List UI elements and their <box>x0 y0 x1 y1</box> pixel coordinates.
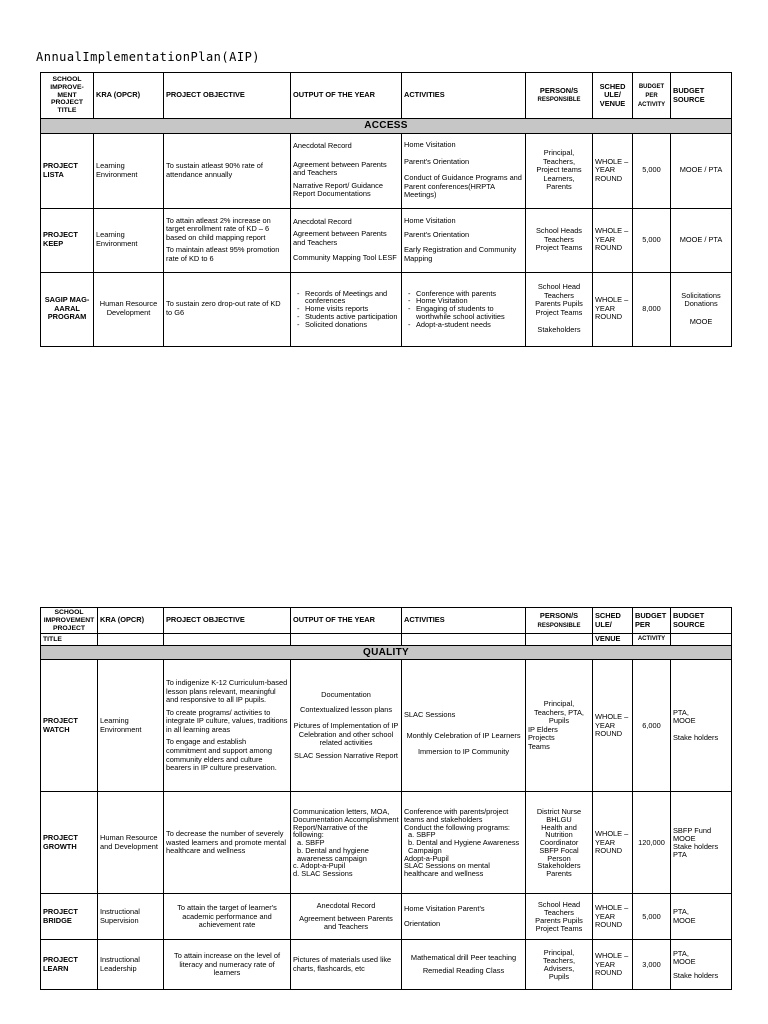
source-item: MOOE <box>673 915 696 925</box>
objective-item: To create programs/ activities to integrate IP culture, values, traditions in all learning areas <box>166 707 288 734</box>
activity-item: - Home Visitation <box>408 297 523 305</box>
header-project-title <box>41 73 94 119</box>
section-row-access <box>41 119 732 134</box>
source-item: SBFP Fund <box>673 826 712 836</box>
activity-item: SLAC Sessions <box>404 710 456 720</box>
output-item: SLAC Session Narrative Report <box>294 750 398 760</box>
output-item: - Students active participation <box>297 313 399 321</box>
person-item: District Nurse <box>536 807 582 816</box>
header-budget-per: BUDGET PER <box>633 608 671 634</box>
person-item: Nutrition <box>545 830 573 840</box>
source-item: PTA <box>673 849 687 859</box>
person-item: Teachers, <box>542 156 576 166</box>
table-row <box>41 272 732 346</box>
header-line: MENT <box>57 91 77 99</box>
source-cell <box>671 660 732 792</box>
header-activities: ACTIVITIES <box>402 608 526 634</box>
table-row <box>41 792 732 894</box>
kra-cell: Learning Environment <box>98 660 164 792</box>
person-item: School Heads <box>535 226 582 236</box>
schedule-cell: WHOLE – YEAR ROUND <box>593 208 633 272</box>
person-item: Coordinator <box>539 838 579 848</box>
table-row <box>41 660 732 792</box>
activity-item: Adopt-a-Pupil <box>404 853 449 863</box>
persons-cell <box>526 133 593 208</box>
objective-cell: To sustain zero drop-out rate of KD to G6 <box>164 272 291 346</box>
header-schedule: SCHED ULE/ <box>593 608 633 634</box>
output-cell <box>291 894 402 940</box>
output-item: Anecdotal Record <box>316 901 376 911</box>
person-item: Principal, <box>543 948 575 958</box>
empty-cell <box>98 634 164 646</box>
activity-item: - Conference with parents <box>408 290 523 298</box>
output-cell <box>291 208 402 272</box>
header-persons <box>526 73 593 119</box>
activity-item: Immersion to IP Community <box>417 747 510 757</box>
person-item: Health and <box>541 822 577 832</box>
activity-item: Early Registration and Community Mapping <box>404 245 517 263</box>
activity-item: Parent's Orientation <box>404 230 470 240</box>
source-item: Solicitations <box>681 290 721 300</box>
header-schedule-label: SCHED ULE/ <box>599 81 626 100</box>
header-row <box>41 608 732 634</box>
persons-cell <box>526 272 593 346</box>
source-cell: MOOE / PTA <box>671 133 732 208</box>
empty-cell <box>291 634 402 646</box>
section-label-access: ACCESS <box>41 119 732 134</box>
objective-item: To maintain atleast 95% promotion rate of KD to 6 <box>166 245 280 263</box>
project-title: PROJECT LISTA <box>41 133 94 208</box>
header-kra: KRA (OPCR) <box>94 73 164 119</box>
persons-cell <box>526 940 593 990</box>
person-item: Teams <box>528 741 550 751</box>
schedule-cell: WHOLE – YEAR ROUND <box>593 894 633 940</box>
activity-item: Mathematical drill Peer teaching <box>410 953 517 963</box>
budget-cell: 120,000 <box>633 792 671 894</box>
activity-item: b. Dental and Hygiene Awareness Campaign <box>408 838 520 855</box>
header-activity: ACTIVITY <box>633 634 671 646</box>
activity-item: Remedial Reading Class <box>422 965 505 975</box>
person-item: IP Elders <box>528 724 558 734</box>
table-row <box>41 133 732 208</box>
person-item: Learners, <box>543 173 575 183</box>
header-budget-per-label: BUDGET PER <box>638 84 665 100</box>
activities-cell <box>402 660 526 792</box>
output-item: Pictures of Implementation of IP Celebration and other school related activities <box>293 721 399 748</box>
person-item: Teachers, PTA, <box>534 707 584 717</box>
source-cell <box>671 272 732 346</box>
objective-cell: To sustain atleast 90% rate of attendance annually <box>164 133 291 208</box>
person-item: Project Teams <box>535 308 583 317</box>
output-item: Documentation <box>321 690 371 700</box>
source-item: MOOE <box>673 716 696 726</box>
activities-cell <box>402 894 526 940</box>
schedule-cell: WHOLE – YEAR ROUND <box>593 792 633 894</box>
header-venue: VENUE <box>593 634 633 646</box>
output-item: b. Dental and hygiene awareness campaign <box>297 845 369 863</box>
persons-cell <box>526 208 593 272</box>
empty-cell <box>164 634 291 646</box>
persons-cell <box>526 894 593 940</box>
output-item: Community Mapping Tool LESF <box>293 252 397 262</box>
output-item: d. SLAC Sessions <box>293 869 353 879</box>
header-line: PROJECT <box>52 624 86 632</box>
source-cell <box>671 792 732 894</box>
objective-item: To indigenize K-12 Curriculum-based lesson plans relevant, meaningful and responsive to all IP pupils. <box>166 678 288 705</box>
project-title: SAGIP MAG-AARAL PROGRAM <box>41 272 94 346</box>
activity-item: Conduct the following programs: <box>404 822 510 832</box>
header-persons-label: PERSON/S <box>539 611 579 621</box>
person-item: Advisers, <box>543 963 575 973</box>
output-item: c. Adopt-a-Pupil <box>293 861 346 871</box>
header-line: SCHOOL <box>54 609 84 616</box>
table-row <box>41 940 732 990</box>
budget-cell: 5,000 <box>633 208 671 272</box>
person-item: Stakeholders <box>537 325 581 335</box>
header-budget-per <box>633 73 671 119</box>
person-item: Project Teams <box>535 923 583 933</box>
output-item: - Records of Meetings and conferences <box>297 290 399 306</box>
output-cell <box>291 272 402 346</box>
person-item: Parents Pupils <box>535 915 583 925</box>
output-cell <box>291 660 402 792</box>
activity-item: Home Visitation <box>404 215 456 225</box>
activities-cell <box>402 133 526 208</box>
person-item: School Head <box>537 282 581 292</box>
kra-cell: Learning Environment <box>94 133 164 208</box>
person-item: Teachers <box>544 290 574 300</box>
aip-table-access <box>40 72 732 347</box>
person-item: Teachers <box>544 234 574 244</box>
output-item: - Solicited donations <box>297 321 399 329</box>
header-persons <box>526 608 593 634</box>
empty-cell <box>402 634 526 646</box>
source-item: Donations <box>684 299 718 309</box>
person-item: Person <box>547 853 571 863</box>
activity-item: SLAC Sessions on mental healthcare and wellness <box>404 861 490 879</box>
output-item: a. SBFP <box>297 838 325 848</box>
header-line: TITLE <box>57 107 77 115</box>
header-subrow <box>41 634 732 646</box>
objective-item: To engage and establish commitment and support among community elders and culture bearers in IP culture preservation. <box>166 737 277 773</box>
person-item: Project teams <box>536 165 582 175</box>
kra-cell: Instructional Leadership <box>98 940 164 990</box>
header-venue-label: VENUE <box>599 98 626 108</box>
person-item: School Head <box>537 900 581 910</box>
objective-item: To attain atleast 2% increase on target enrollment rate of KD – 6 based on child mapping report <box>166 215 271 242</box>
schedule-cell: WHOLE – YEAR ROUND <box>593 660 633 792</box>
person-item: BHLGU <box>546 814 572 824</box>
source-item: MOOE <box>673 834 696 844</box>
source-item: Stake holders <box>673 841 719 851</box>
schedule-cell: WHOLE – YEAR ROUND <box>593 940 633 990</box>
header-output: OUTPUT OF THE YEAR <box>291 608 402 634</box>
objective-cell <box>164 660 291 792</box>
budget-cell: 6,000 <box>633 660 671 792</box>
schedule-cell: WHOLE – YEAR ROUND <box>593 272 633 346</box>
activity-item: Home Visitation Parent's <box>404 904 485 914</box>
source-item: Stake holders <box>673 970 719 980</box>
objective-cell: To attain increase on the level of literacy and numeracy rate of learners <box>164 940 291 990</box>
activity-item: - Adopt-a-student needs <box>408 321 523 329</box>
activities-cell <box>402 792 526 894</box>
section-row-quality <box>41 645 732 660</box>
objective-cell: To decrease the number of severely wasted learners and promote mental healthcare and wellness <box>164 792 291 894</box>
activity-item: Home Visitation <box>404 140 456 150</box>
output-item: Anecdotal Record <box>293 141 352 151</box>
project-title: PROJECT LEARN <box>41 940 98 990</box>
output-item: Anecdotal Record <box>293 216 352 226</box>
document-title: AnnualImplementationPlan(AIP) <box>36 50 261 64</box>
kra-cell: Instructional Supervision <box>98 894 164 940</box>
source-cell <box>671 894 732 940</box>
person-item: Teachers, <box>542 956 576 966</box>
activities-cell <box>402 940 526 990</box>
budget-cell: 3,000 <box>633 940 671 990</box>
header-budget-source: BUDGET SOURCE <box>671 608 732 634</box>
person-item: Parents <box>546 182 572 192</box>
activities-cell <box>402 272 526 346</box>
source-item: MOOE <box>673 957 696 967</box>
activity-item: Monthly Celebration of IP Learners <box>406 730 521 740</box>
person-item: Principal, <box>543 699 575 709</box>
header-budget-source: BUDGET SOURCE <box>671 73 732 119</box>
header-line: PROJECT <box>50 99 84 107</box>
header-persons-label: PERSON/S <box>539 85 579 95</box>
output-item: Narrative Report/ Guidance Report Documentations <box>293 180 383 199</box>
source-item: PTA, <box>673 907 689 917</box>
header-output: OUTPUT OF THE YEAR <box>291 73 402 119</box>
table-row <box>41 208 732 272</box>
empty-cell <box>526 634 593 646</box>
kra-cell: Human Resource and Development <box>98 792 164 894</box>
table-row <box>41 894 732 940</box>
source-item: PTA, <box>673 707 689 717</box>
project-title: PROJECT GROWTH <box>41 792 98 894</box>
person-item: Parents <box>546 869 572 879</box>
header-schedule <box>593 73 633 119</box>
empty-cell <box>671 634 732 646</box>
source-cell: MOOE / PTA <box>671 208 732 272</box>
activity-item: Orientation <box>404 918 441 928</box>
project-title: PROJECT WATCH <box>41 660 98 792</box>
person-item: Pupils <box>548 971 570 981</box>
objective-cell: To attain the target of learner's academic performance and achievement rate <box>164 894 291 940</box>
persons-cell <box>526 792 593 894</box>
schedule-cell: WHOLE – YEAR ROUND <box>593 133 633 208</box>
budget-cell: 8,000 <box>633 272 671 346</box>
budget-cell: 5,000 <box>633 133 671 208</box>
person-item: Projects <box>528 733 555 743</box>
header-objective: PROJECT OBJECTIVE <box>164 73 291 119</box>
output-item: - Home visits reports <box>297 305 399 313</box>
person-item: Principal, <box>543 148 575 158</box>
output-cell <box>291 133 402 208</box>
activities-cell <box>402 208 526 272</box>
person-item: SBFP Focal <box>539 845 579 855</box>
person-item: Parents Pupils <box>535 299 583 309</box>
header-objective: PROJECT OBJECTIVE <box>164 608 291 634</box>
header-kra: KRA (OPCR) <box>98 608 164 634</box>
header-budget-activity-label: ACTIVITY <box>637 101 666 108</box>
persons-cell <box>526 660 593 792</box>
header-row <box>41 73 732 119</box>
kra-cell: Learning Environment <box>94 208 164 272</box>
kra-cell: Human Resource Development <box>94 272 164 346</box>
source-item: PTA, <box>673 949 689 959</box>
activity-item: - Engaging of students to worthwhile school activities <box>408 305 523 321</box>
project-title: PROJECT BRIDGE <box>41 894 98 940</box>
objective-cell <box>164 208 291 272</box>
activity-item: Parent's Orientation <box>404 156 470 166</box>
output-cell: Pictures of materials used like charts, flashcards, etc <box>291 940 402 990</box>
output-item: Agreement between Parents and Teachers <box>299 913 393 932</box>
source-item: MOOE <box>689 316 713 326</box>
activity-item: a. SBFP <box>408 830 436 840</box>
header-line: IMPROVE- <box>50 83 84 91</box>
header-project-title <box>41 608 98 634</box>
activity-item: Conference with parents/project teams and stakeholders <box>404 807 509 824</box>
source-cell <box>671 940 732 990</box>
header-line: IMPROVEMENT <box>43 616 95 624</box>
activity-item: Conduct of Guidance Programs and Parent conferences(HRPTA Meetings) <box>404 173 522 200</box>
header-line: SCHOOL <box>52 75 82 83</box>
output-item: Agreement between Parents and Teachers <box>293 229 387 247</box>
aip-table-quality <box>40 607 732 990</box>
output-cell <box>291 792 402 894</box>
budget-cell: 5,000 <box>633 894 671 940</box>
source-item: Stake holders <box>673 733 719 743</box>
output-item: Agreement between Parents and Teachers <box>293 159 387 178</box>
header-activities: ACTIVITIES <box>402 73 526 119</box>
section-label-quality: QUALITY <box>41 645 732 660</box>
header-title: TITLE <box>41 634 98 646</box>
output-item: Communication letters, MOA, Documentation Accomplishment Report/Narrative of the following: <box>293 807 399 840</box>
person-item: Stakeholders <box>537 861 581 871</box>
output-item: Contextualized lesson plans <box>299 704 393 714</box>
person-item: Teachers <box>544 908 574 918</box>
header-persons-sub: RESPONSIBLE <box>537 622 581 629</box>
person-item: Pupils <box>548 716 570 726</box>
person-item: Project Teams <box>535 243 583 253</box>
header-persons-sub: RESPONSIBLE <box>537 97 581 104</box>
project-title: PROJECT KEEP <box>41 208 94 272</box>
